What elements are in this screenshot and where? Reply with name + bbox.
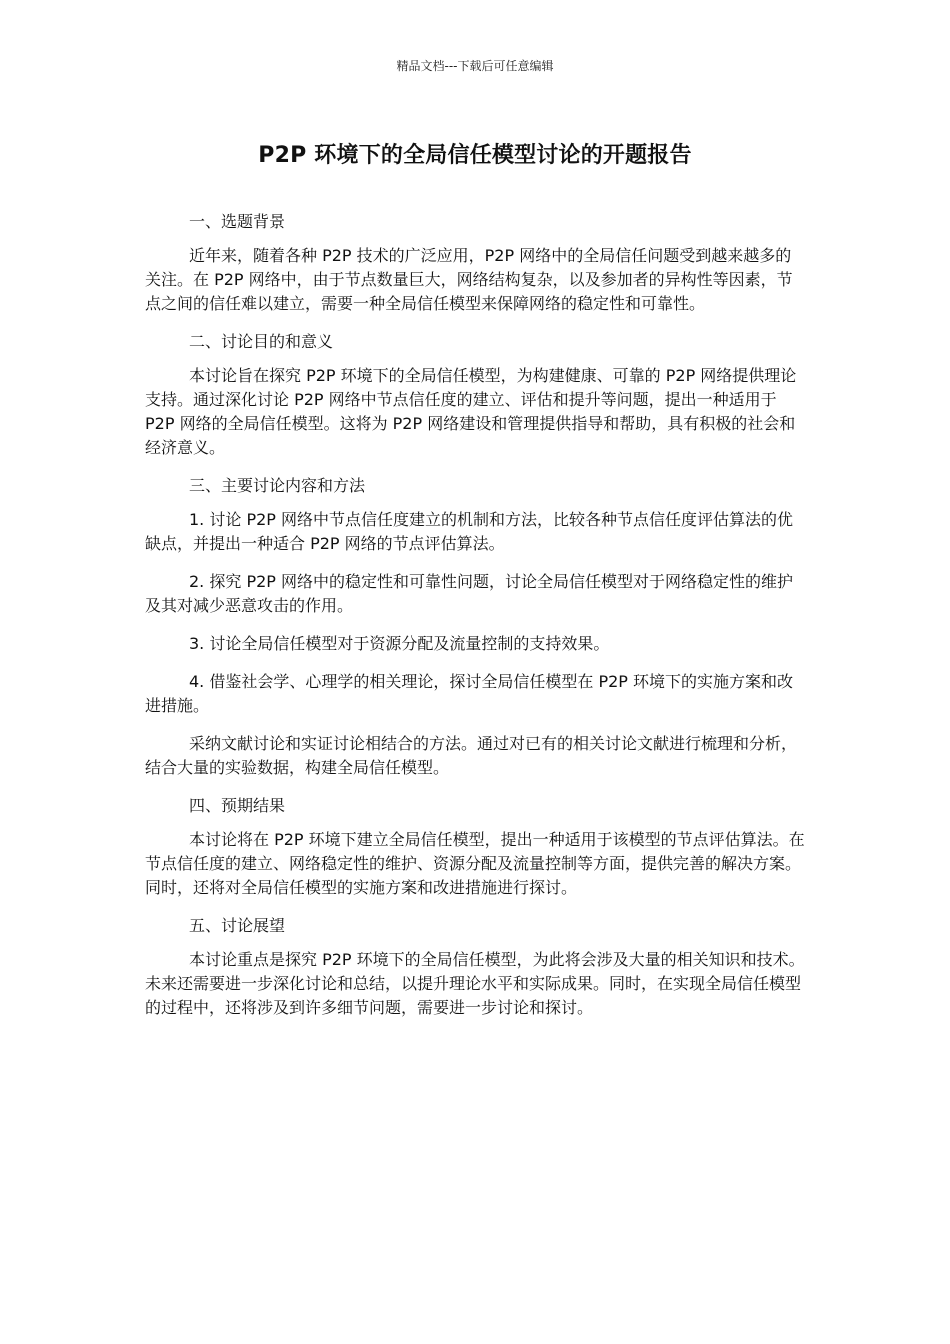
paragraph-background: 近年来，随着各种 P2P 技术的广泛应用，P2P 网络中的全局信任问题受到越来越多的关注。在 P2P 网络中，由于节点数量巨大，网络结构复杂，以及参加者的异构性等因素，节点之间的信任难以建立，需要一种全局信任模型来保障网络的稳定性和可靠性。 (145, 246, 793, 313)
section-heading-content: 三、主要讨论内容和方法 (189, 476, 366, 495)
section-heading-purpose: 二、讨论目的和意义 (189, 332, 334, 351)
section-heading-background: 一、选题背景 (189, 212, 286, 231)
list-item-3: 3. 讨论全局信任模型对于资源分配及流量控制的支持效果。 (189, 634, 610, 653)
header-note: 精品文档---下载后可任意编辑 (396, 59, 554, 73)
section-heading-results: 四、预期结果 (189, 796, 286, 815)
paragraph-results: 本讨论将在 P2P 环境下建立全局信任模型，提出一种适用于该模型的节点评估算法。在节点信任度的建立、网络稳定性的维护、资源分配及流量控制等方面，提供完善的解决方案。同时，还将对全局信任模型的实施方案和改进措施进行探讨。 (145, 830, 805, 897)
list-item-4: 4. 借鉴社会学、心理学的相关理论，探讨全局信任模型在 P2P 环境下的实施方案和改进措施。 (145, 672, 794, 715)
list-item-1: 1. 讨论 P2P 网络中节点信任度建立的机制和方法，比较各种节点信任度评估算法的优缺点，并提出一种适合 P2P 网络的节点评估算法。 (145, 510, 794, 553)
document-body (145, 210, 807, 1034)
paragraph-method: 采纳文献讨论和实证讨论相结合的方法。通过对已有的相关讨论文献进行梳理和分析，结合大量的实验数据，构建全局信任模型。 (145, 734, 798, 777)
paragraph-purpose: 本讨论旨在探究 P2P 环境下的全局信任模型，为构建健康、可靠的 P2P 网络提供理论支持。通过深化讨论 P2P 网络中节点信任度的建立、评估和提升等问题，提出一种适用于 P2P 网络的全局信任模型。这将为 P2P 网络建设和管理提供指导和帮助，具有积极的社会和经济意义。 (145, 366, 797, 457)
paragraph-outlook: 本讨论重点是探究 P2P 环境下的全局信任模型，为此将会涉及大量的相关知识和技术。未来还需要进一步深化讨论和总结，以提升理论水平和实际成果。同时，在实现全局信任模型的过程中，还将涉及到许多细节问题，需要进一步讨论和探讨。 (145, 950, 805, 1017)
section-heading-outlook: 五、讨论展望 (189, 916, 286, 935)
list-item-2: 2. 探究 P2P 网络中的稳定性和可靠性问题，讨论全局信任模型对于网络稳定性的维护及其对减少恶意攻击的作用。 (145, 572, 794, 615)
document-title: P2P 环境下的全局信任模型讨论的开题报告 (258, 143, 692, 168)
